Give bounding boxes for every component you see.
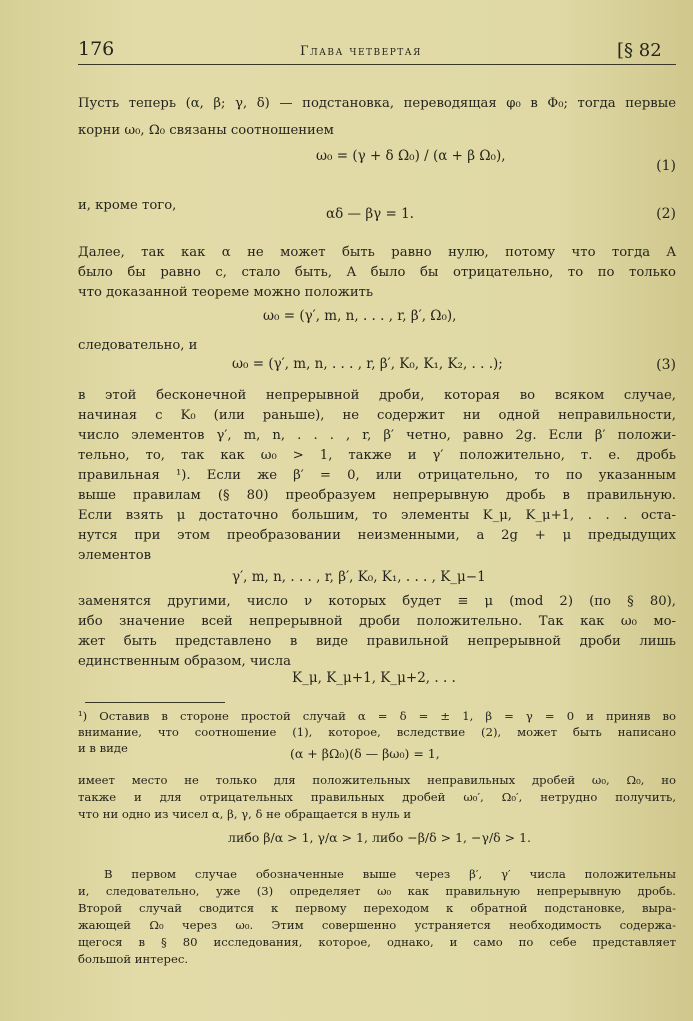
text-line: единственным образом, числа [78, 654, 292, 669]
text-line: и, кроме того, [78, 198, 177, 213]
footnote-line: внимание, что соотношение (1), которое, вследствие (2), может быть написано [78, 725, 676, 739]
section-mark: [§ 82 [617, 40, 662, 61]
text-line: что доказанной теореме можно положить [78, 285, 374, 300]
footnote-line: и в виде [78, 741, 128, 755]
footnote-line: ¹) Оставив в стороне простой случай α = δ = ± 1, β = γ = 0 и приняв во [78, 709, 676, 723]
footnote-line: большой интерес. [78, 952, 188, 966]
footnote-line: также и для отрицательных правильных дробей ω₀′, Ω₀′, нетрудно получить, [78, 790, 676, 804]
footnote-line: В первом случае обозначенные выше через β′, γ′ числа положительны [104, 867, 676, 881]
text-line: начиная с K₀ (или раньше), не содержит ни одной неправильности, [78, 408, 676, 423]
text-line: было бы равно c, стало быть, A было бы отрицательно, то по только [78, 265, 676, 280]
equation-omega-1: ω₀ = (γ′, m, n, . . . , r, β′, Ω₀), [263, 308, 457, 324]
text-line: жет быть представлено в виде правильной непрерывной дроби лишь [78, 634, 676, 649]
equation-elements: γ′, m, n, . . . , r, β′, K₀, K₁, . . . , K_μ−1 [232, 569, 486, 585]
text-line: Если взять μ достаточно большим, то элементы K_μ, K_μ+1, . . . оста- [78, 508, 676, 523]
text-line: Далее, так как α не может быть равно нулю, потому что тогда A [78, 245, 676, 260]
equation-1: ω₀ = (γ + δ Ω₀) / (α + β Ω₀), [316, 148, 506, 164]
running-head: Глава четвертая [300, 44, 422, 59]
footnote-line: щегося в § 80 исследования, которое, однако, и само по себе представляет [78, 935, 676, 949]
text-line: тельно, то, так как ω₀ > 1, также и γ′ положительно, т. е. дробь [78, 448, 676, 463]
equation-number: (2) [656, 206, 676, 222]
text-line: заменятся другими, число ν которых будет ≡ μ (mod 2) (по § 80), [78, 594, 676, 609]
footnote-line: Второй случай сводится к первому переходом к обратной подстановке, выра- [78, 901, 676, 915]
footnote-line: что ни одно из чисел α, β, γ, δ не обращается в нуль и [78, 807, 412, 821]
text-line: в этой бесконечной непрерывной дроби, которая во всяком случае, [78, 388, 676, 403]
equation-number: (1) [656, 158, 676, 174]
text-line: правильная ¹). Если же β′ = 0, или отрицательно, то по указанным [78, 468, 676, 483]
footnote-line: имеет место не только для положительных неправильных дробей ω₀, Ω₀, но [78, 773, 676, 787]
equation-2: αδ — βγ = 1. [326, 206, 414, 222]
header-rule [78, 64, 676, 65]
footnote-line: жающей Ω₀ через ω₀. Этим совершенно устраняется необходимость содержа- [78, 918, 676, 932]
text-line: число элементов γ′, m, n, . . . , r, β′ четно, равно 2g. Если β′ положи- [78, 428, 676, 443]
text-line: следовательно, и [78, 338, 198, 353]
footnote-condition: либо β/α > 1, γ/α > 1, либо −β/δ > 1, −γ/δ > 1. [228, 830, 532, 845]
text-line: выше правилам (§ 80) преобразуем непрерывную дробь в правильную. [78, 488, 676, 503]
text-line: Пусть теперь (α, β; γ, δ) — подстановка, переводящая φ₀ в Φ₀; тогда первые [78, 96, 676, 111]
page-number: 176 [78, 38, 115, 60]
footnote-rule [85, 702, 225, 703]
text-line: ибо значение всей непрерывной дроби положительно. Так как ω₀ мо- [78, 614, 676, 629]
footnote-equation: (α + βΩ₀)(δ — βω₀) = 1, [290, 746, 440, 761]
footnote-line: и, следовательно, уже (3) определяет ω₀ как правильную непрерывную дробь. [78, 884, 676, 898]
text-line: корни ω₀, Ω₀ связаны соотношением [78, 123, 334, 138]
equation-K-tail: K_μ, K_μ+1, K_μ+2, . . . [292, 670, 456, 686]
equation-number: (3) [656, 357, 676, 373]
text-line: нутся при этом преобразовании неизменными, а 2g + μ предыдущих [78, 528, 676, 543]
equation-3: ω₀ = (γ′, m, n, . . . , r, β′, K₀, K₁, K₂, . . .); [232, 356, 503, 372]
text-line: элементов [78, 548, 152, 563]
